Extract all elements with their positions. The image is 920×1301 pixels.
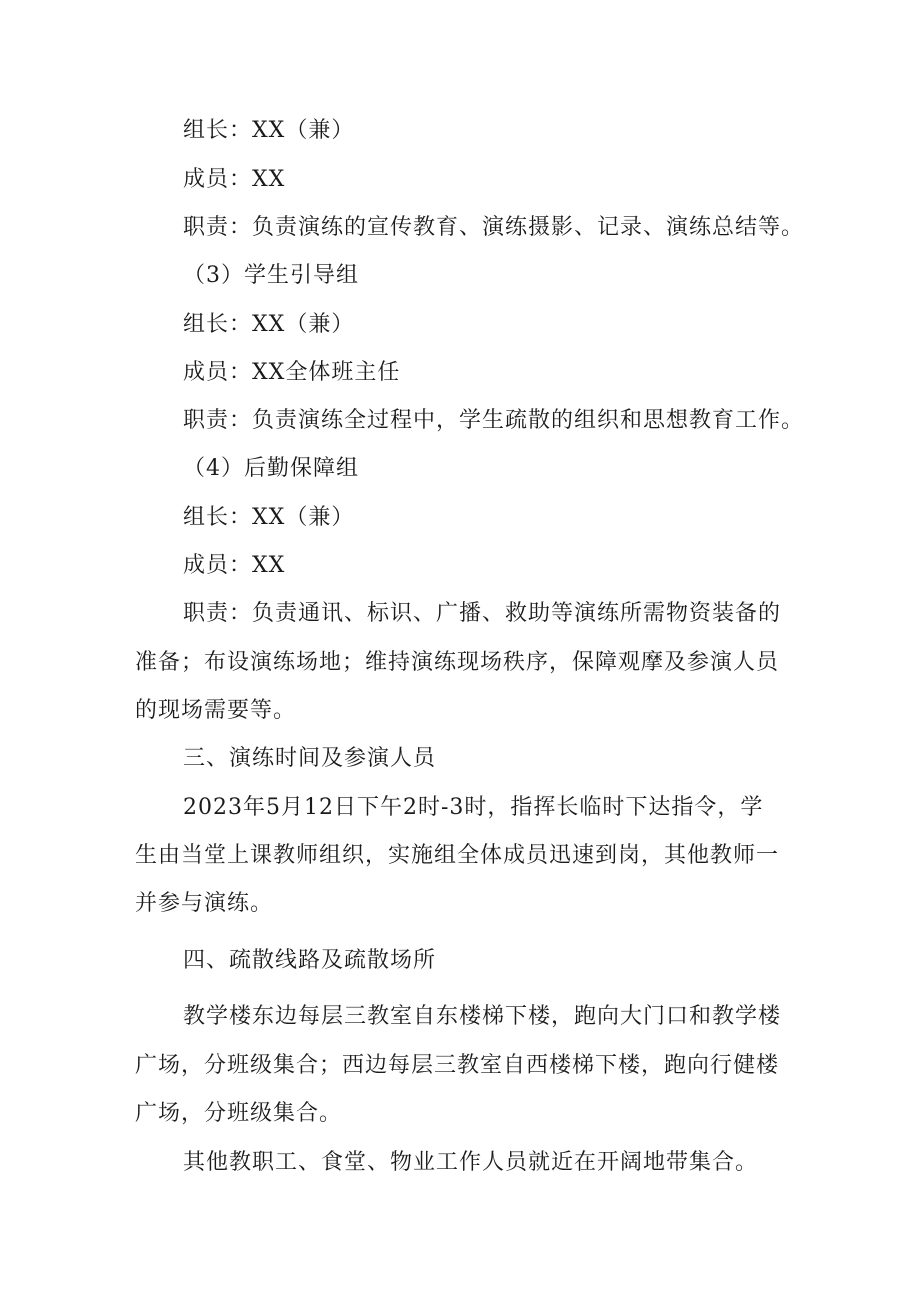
section-4-heading: 四、疏散线路及疏散场所 — [183, 948, 437, 973]
section-3-line-3: 并参与演练。 — [135, 891, 274, 916]
group-4-duty-line-1: 职责：负责通讯、标识、广播、救助等演练所需物资装备的 — [183, 601, 782, 626]
section-3-heading: 三、演练时间及参演人员 — [183, 746, 437, 771]
group-4-duty-line-2: 准备；布设演练场地；维持演练现场秩序，保障观摩及参演人员 — [135, 650, 780, 675]
group-3-title: （3）学生引导组 — [183, 263, 359, 288]
section-4-p1-line-2: 广场，分班级集合；西边每层三教室自西楼梯下楼，跑向行健楼 — [135, 1053, 780, 1078]
group-a-duty: 职责：负责演练的宣传教育、演练摄影、记录、演练总结等。 — [183, 215, 805, 240]
group-3-members: 成员：XX全体班主任 — [183, 360, 401, 385]
section-3-line-1: 2023年5月12日下午2时-3时，指挥长临时下达指令，学 — [183, 795, 764, 820]
group-4-members: 成员：XX — [183, 553, 286, 578]
group-a-leader: 组长：XX（兼） — [183, 118, 355, 143]
section-4-p1-line-3: 广场，分班级集合。 — [135, 1101, 343, 1126]
section-3-line-2: 生由当堂上课教师组织，实施组全体成员迅速到岗，其他教师一 — [135, 843, 780, 868]
section-4-p1-line-1: 教学楼东边每层三教室自东楼梯下楼，跑向大门口和教学楼 — [183, 1004, 782, 1029]
group-3-duty: 职责：负责演练全过程中，学生疏散的组织和思想教育工作。 — [183, 408, 805, 433]
group-4-leader: 组长：XX（兼） — [183, 505, 355, 530]
group-4-title: （4）后勤保障组 — [183, 456, 359, 481]
section-4-p2: 其他教职工、食堂、物业工作人员就近在开阔地带集合。 — [183, 1150, 759, 1175]
group-a-members: 成员：XX — [183, 167, 286, 192]
group-4-duty-line-3: 的现场需要等。 — [135, 698, 297, 723]
group-3-leader: 组长：XX（兼） — [183, 312, 355, 337]
